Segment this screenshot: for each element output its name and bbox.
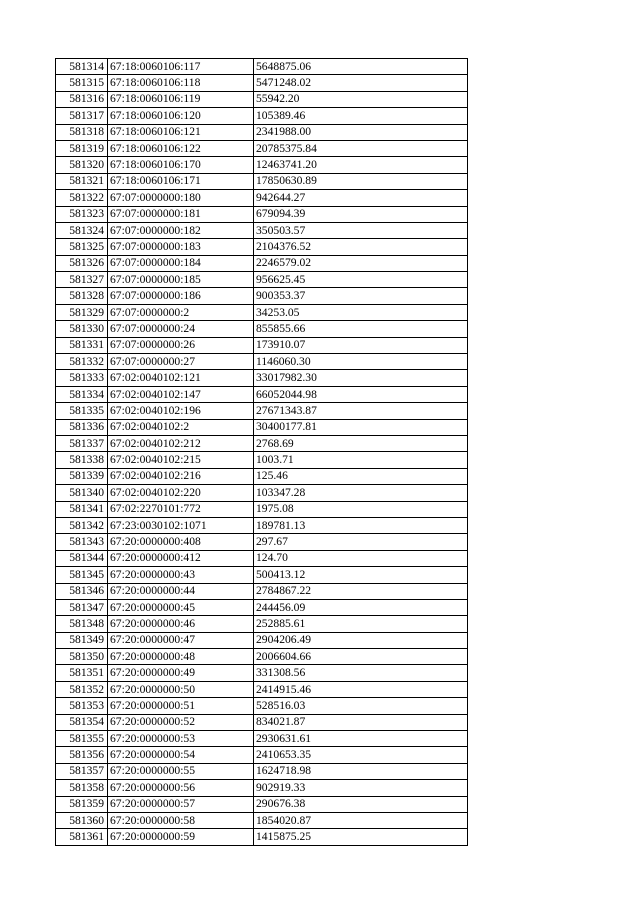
- table-row: [56, 222, 468, 238]
- value-cell: 2768.69: [254, 435, 468, 451]
- table-row: [56, 157, 468, 173]
- cadastral-number-cell: 67:07:0000000:186: [108, 288, 254, 304]
- value-cell: 12463741.20: [254, 157, 468, 173]
- table-row: [56, 698, 468, 714]
- table-row: [56, 354, 468, 370]
- table-row: [56, 75, 468, 91]
- table-row: [56, 59, 468, 75]
- data-table: [55, 58, 468, 846]
- cadastral-number-cell: 67:20:0000000:55: [108, 763, 254, 779]
- value-cell: 27671343.87: [254, 403, 468, 419]
- cadastral-number-cell: 67:18:0060106:122: [108, 140, 254, 156]
- cadastral-number-cell: 67:23:0030102:1071: [108, 517, 254, 533]
- cadastral-number-cell: 67:20:0000000:52: [108, 714, 254, 730]
- cadastral-number-cell: 67:02:0040102:121: [108, 370, 254, 386]
- table-row: [56, 632, 468, 648]
- table-row: [56, 91, 468, 107]
- cadastral-number-cell: 67:07:0000000:24: [108, 321, 254, 337]
- table-row: [56, 140, 468, 156]
- table-row: [56, 386, 468, 402]
- value-cell: 2904206.49: [254, 632, 468, 648]
- row-number-cell: 581326: [56, 255, 108, 271]
- row-number-cell: 581335: [56, 403, 108, 419]
- row-number-cell: 581334: [56, 386, 108, 402]
- cadastral-number-cell: 67:18:0060106:171: [108, 173, 254, 189]
- table-row: [56, 616, 468, 632]
- value-cell: 34253.05: [254, 304, 468, 320]
- table-row: [56, 108, 468, 124]
- cadastral-number-cell: 67:02:2270101:772: [108, 501, 254, 517]
- cadastral-number-cell: 67:20:0000000:47: [108, 632, 254, 648]
- cadastral-number-cell: 67:02:0040102:212: [108, 435, 254, 451]
- value-cell: 350503.57: [254, 222, 468, 238]
- value-cell: 55942.20: [254, 91, 468, 107]
- cadastral-number-cell: 67:02:0040102:147: [108, 386, 254, 402]
- cadastral-number-cell: 67:07:0000000:184: [108, 255, 254, 271]
- table-row: [56, 239, 468, 255]
- row-number-cell: 581325: [56, 239, 108, 255]
- row-number-cell: 581314: [56, 59, 108, 75]
- table-row: [56, 763, 468, 779]
- row-number-cell: 581356: [56, 747, 108, 763]
- row-number-cell: 581351: [56, 665, 108, 681]
- row-number-cell: 581319: [56, 140, 108, 156]
- value-cell: 834021.87: [254, 714, 468, 730]
- row-number-cell: 581322: [56, 190, 108, 206]
- cadastral-number-cell: 67:20:0000000:53: [108, 731, 254, 747]
- row-number-cell: 581345: [56, 567, 108, 583]
- value-cell: 2246579.02: [254, 255, 468, 271]
- table-row: [56, 649, 468, 665]
- value-cell: 17850630.89: [254, 173, 468, 189]
- row-number-cell: 581361: [56, 829, 108, 845]
- row-number-cell: 581355: [56, 731, 108, 747]
- row-number-cell: 581346: [56, 583, 108, 599]
- table-row: [56, 517, 468, 533]
- cadastral-number-cell: 67:18:0060106:121: [108, 124, 254, 140]
- table-row: [56, 583, 468, 599]
- cadastral-number-cell: 67:07:0000000:185: [108, 272, 254, 288]
- row-number-cell: 581327: [56, 272, 108, 288]
- cadastral-number-cell: 67:20:0000000:43: [108, 567, 254, 583]
- row-number-cell: 581340: [56, 485, 108, 501]
- row-number-cell: 581337: [56, 435, 108, 451]
- row-number-cell: 581353: [56, 698, 108, 714]
- row-number-cell: 581329: [56, 304, 108, 320]
- cadastral-number-cell: 67:07:0000000:2: [108, 304, 254, 320]
- cadastral-number-cell: 67:20:0000000:54: [108, 747, 254, 763]
- row-number-cell: 581320: [56, 157, 108, 173]
- value-cell: 902919.33: [254, 780, 468, 796]
- value-cell: 244456.09: [254, 599, 468, 615]
- value-cell: 2104376.52: [254, 239, 468, 255]
- row-number-cell: 581339: [56, 468, 108, 484]
- cadastral-number-cell: 67:20:0000000:49: [108, 665, 254, 681]
- value-cell: 20785375.84: [254, 140, 468, 156]
- value-cell: 1146060.30: [254, 354, 468, 370]
- table-row: [56, 501, 468, 517]
- value-cell: 331308.56: [254, 665, 468, 681]
- table-row: [56, 435, 468, 451]
- value-cell: 679094.39: [254, 206, 468, 222]
- value-cell: 125.46: [254, 468, 468, 484]
- table-row: [56, 681, 468, 697]
- table-row: [56, 288, 468, 304]
- value-cell: 2784867.22: [254, 583, 468, 599]
- cadastral-number-cell: 67:20:0000000:412: [108, 550, 254, 566]
- table-row: [56, 665, 468, 681]
- value-cell: 290676.38: [254, 796, 468, 812]
- cadastral-number-cell: 67:18:0060106:120: [108, 108, 254, 124]
- row-number-cell: 581317: [56, 108, 108, 124]
- value-cell: 173910.07: [254, 337, 468, 353]
- row-number-cell: 581358: [56, 780, 108, 796]
- table-row: [56, 419, 468, 435]
- row-number-cell: 581315: [56, 75, 108, 91]
- row-number-cell: 581354: [56, 714, 108, 730]
- row-number-cell: 581349: [56, 632, 108, 648]
- table-row: [56, 550, 468, 566]
- value-cell: 66052044.98: [254, 386, 468, 402]
- cadastral-number-cell: 67:07:0000000:27: [108, 354, 254, 370]
- table-row: [56, 780, 468, 796]
- value-cell: 33017982.30: [254, 370, 468, 386]
- cadastral-number-cell: 67:02:0040102:220: [108, 485, 254, 501]
- row-number-cell: 581318: [56, 124, 108, 140]
- cadastral-number-cell: 67:07:0000000:181: [108, 206, 254, 222]
- row-number-cell: 581332: [56, 354, 108, 370]
- value-cell: 1003.71: [254, 452, 468, 468]
- cadastral-number-cell: 67:07:0000000:182: [108, 222, 254, 238]
- cadastral-number-cell: 67:07:0000000:26: [108, 337, 254, 353]
- value-cell: 1415875.25: [254, 829, 468, 845]
- value-cell: 1975.08: [254, 501, 468, 517]
- cadastral-number-cell: 67:07:0000000:183: [108, 239, 254, 255]
- table-row: [56, 485, 468, 501]
- table-row: [56, 796, 468, 812]
- row-number-cell: 581333: [56, 370, 108, 386]
- cadastral-number-cell: 67:20:0000000:51: [108, 698, 254, 714]
- cadastral-number-cell: 67:20:0000000:59: [108, 829, 254, 845]
- table-row: [56, 599, 468, 615]
- value-cell: 1624718.98: [254, 763, 468, 779]
- table-row: [56, 452, 468, 468]
- value-cell: 956625.45: [254, 272, 468, 288]
- value-cell: 2410653.35: [254, 747, 468, 763]
- value-cell: 189781.13: [254, 517, 468, 533]
- value-cell: 30400177.81: [254, 419, 468, 435]
- cadastral-number-cell: 67:18:0060106:119: [108, 91, 254, 107]
- value-cell: 1854020.87: [254, 812, 468, 828]
- row-number-cell: 581350: [56, 649, 108, 665]
- value-cell: 297.67: [254, 534, 468, 550]
- value-cell: 500413.12: [254, 567, 468, 583]
- table-row: [56, 337, 468, 353]
- row-number-cell: 581336: [56, 419, 108, 435]
- table-row: [56, 124, 468, 140]
- value-cell: 103347.28: [254, 485, 468, 501]
- row-number-cell: 581357: [56, 763, 108, 779]
- value-cell: 105389.46: [254, 108, 468, 124]
- row-number-cell: 581331: [56, 337, 108, 353]
- table-row: [56, 255, 468, 271]
- cadastral-number-cell: 67:20:0000000:58: [108, 812, 254, 828]
- table-row: [56, 272, 468, 288]
- row-number-cell: 581341: [56, 501, 108, 517]
- row-number-cell: 581330: [56, 321, 108, 337]
- table-row: [56, 321, 468, 337]
- table-row: [56, 468, 468, 484]
- value-cell: 5648875.06: [254, 59, 468, 75]
- row-number-cell: 581328: [56, 288, 108, 304]
- table-row: [56, 829, 468, 845]
- table-row: [56, 534, 468, 550]
- cadastral-number-cell: 67:02:0040102:216: [108, 468, 254, 484]
- table-row: [56, 403, 468, 419]
- cadastral-number-cell: 67:20:0000000:44: [108, 583, 254, 599]
- cadastral-number-cell: 67:20:0000000:48: [108, 649, 254, 665]
- row-number-cell: 581342: [56, 517, 108, 533]
- row-number-cell: 581321: [56, 173, 108, 189]
- cadastral-number-cell: 67:20:0000000:50: [108, 681, 254, 697]
- value-cell: 942644.27: [254, 190, 468, 206]
- value-cell: 855855.66: [254, 321, 468, 337]
- cadastral-number-cell: 67:07:0000000:180: [108, 190, 254, 206]
- cadastral-number-cell: 67:20:0000000:57: [108, 796, 254, 812]
- cadastral-number-cell: 67:18:0060106:118: [108, 75, 254, 91]
- value-cell: 900353.37: [254, 288, 468, 304]
- row-number-cell: 581359: [56, 796, 108, 812]
- value-cell: 2006604.66: [254, 649, 468, 665]
- row-number-cell: 581344: [56, 550, 108, 566]
- cadastral-number-cell: 67:02:0040102:196: [108, 403, 254, 419]
- row-number-cell: 581347: [56, 599, 108, 615]
- cadastral-number-cell: 67:18:0060106:117: [108, 59, 254, 75]
- row-number-cell: 581316: [56, 91, 108, 107]
- cadastral-number-cell: 67:02:0040102:2: [108, 419, 254, 435]
- table-row: [56, 731, 468, 747]
- cadastral-number-cell: 67:18:0060106:170: [108, 157, 254, 173]
- row-number-cell: 581324: [56, 222, 108, 238]
- table-row: [56, 714, 468, 730]
- table-row: [56, 173, 468, 189]
- table-row: [56, 812, 468, 828]
- row-number-cell: 581338: [56, 452, 108, 468]
- table-row: [56, 747, 468, 763]
- cadastral-number-cell: 67:20:0000000:46: [108, 616, 254, 632]
- value-cell: 2930631.61: [254, 731, 468, 747]
- value-cell: 528516.03: [254, 698, 468, 714]
- cadastral-number-cell: 67:20:0000000:45: [108, 599, 254, 615]
- table-row: [56, 370, 468, 386]
- table-body: [56, 59, 468, 846]
- row-number-cell: 581348: [56, 616, 108, 632]
- table-row: [56, 567, 468, 583]
- row-number-cell: 581360: [56, 812, 108, 828]
- value-cell: 252885.61: [254, 616, 468, 632]
- row-number-cell: 581323: [56, 206, 108, 222]
- row-number-cell: 581352: [56, 681, 108, 697]
- cadastral-number-cell: 67:20:0000000:56: [108, 780, 254, 796]
- row-number-cell: 581343: [56, 534, 108, 550]
- cadastral-number-cell: 67:02:0040102:215: [108, 452, 254, 468]
- value-cell: 2414915.46: [254, 681, 468, 697]
- table-row: [56, 206, 468, 222]
- value-cell: 2341988.00: [254, 124, 468, 140]
- table-row: [56, 304, 468, 320]
- table-row: [56, 190, 468, 206]
- value-cell: 124.70: [254, 550, 468, 566]
- cadastral-number-cell: 67:20:0000000:408: [108, 534, 254, 550]
- value-cell: 5471248.02: [254, 75, 468, 91]
